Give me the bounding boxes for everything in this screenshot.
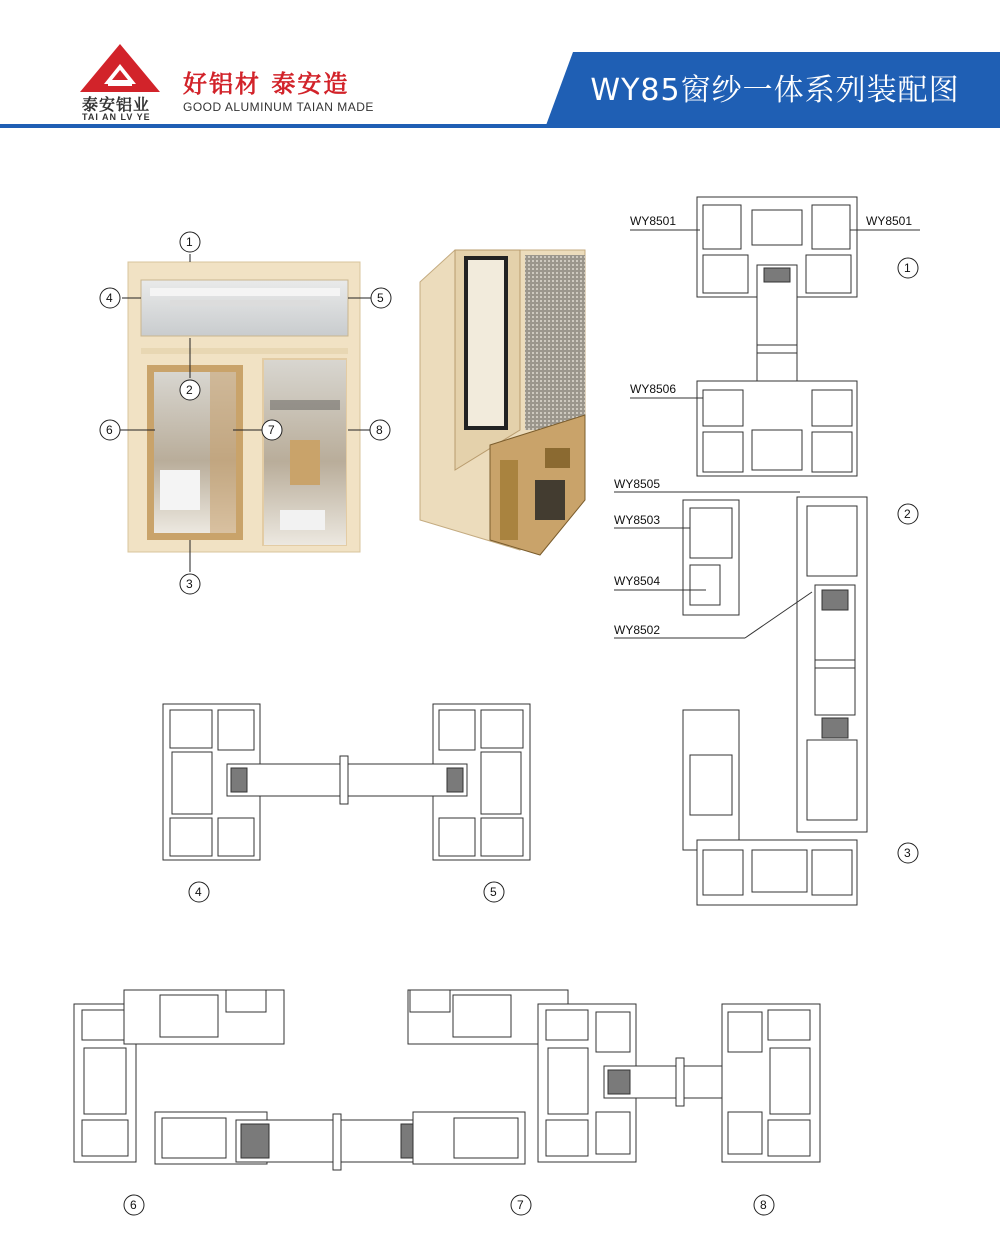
callout-8: 8: [376, 423, 383, 437]
callout-5: 5: [377, 291, 384, 305]
profile-label-wy8502: WY8502: [614, 623, 661, 637]
profile-label-wy8501-right: WY8501: [866, 214, 913, 228]
callout-6: 6: [106, 423, 113, 437]
section-marker-1: 1: [904, 261, 911, 275]
horizontal-section-6-7-8: [65, 978, 835, 1218]
callout-4: 4: [106, 291, 113, 305]
profile-label-wy8504: WY8504: [614, 574, 661, 588]
section-marker-3: 3: [904, 846, 911, 860]
section-marker-2: 2: [904, 507, 911, 521]
callout-1: 1: [186, 235, 193, 249]
page-title: WY85窗纱一体系列装配图: [590, 73, 960, 108]
profile-label-wy8501-left: WY8501: [630, 214, 677, 228]
brand-logo-icon: [78, 42, 162, 94]
callout-3: 3: [186, 577, 193, 591]
section-marker-6: 6: [130, 1198, 137, 1212]
profile-label-wy8503: WY8503: [614, 513, 661, 527]
slogan-en: GOOD ALUMINUM TAIAN MADE: [183, 100, 374, 114]
brand-name-en: TAI AN LV YE: [82, 112, 151, 122]
vertical-section-drawing: [600, 185, 930, 915]
profile-label-wy8505: WY8505: [614, 477, 661, 491]
section-marker-7: 7: [517, 1198, 524, 1212]
brand-name-cn: 泰安铝业: [82, 95, 151, 114]
profile-3d-illustration: [415, 240, 595, 560]
slogan-cn: 好铝材 泰安造: [183, 70, 350, 98]
horizontal-section-4-5: [155, 698, 540, 908]
section-marker-8: 8: [760, 1198, 767, 1212]
callout-7: 7: [268, 423, 275, 437]
window-callouts: [96, 228, 396, 600]
section-marker-5: 5: [490, 885, 497, 899]
section-marker-4: 4: [195, 885, 202, 899]
callout-2: 2: [186, 383, 193, 397]
profile-label-wy8506: WY8506: [630, 382, 677, 396]
